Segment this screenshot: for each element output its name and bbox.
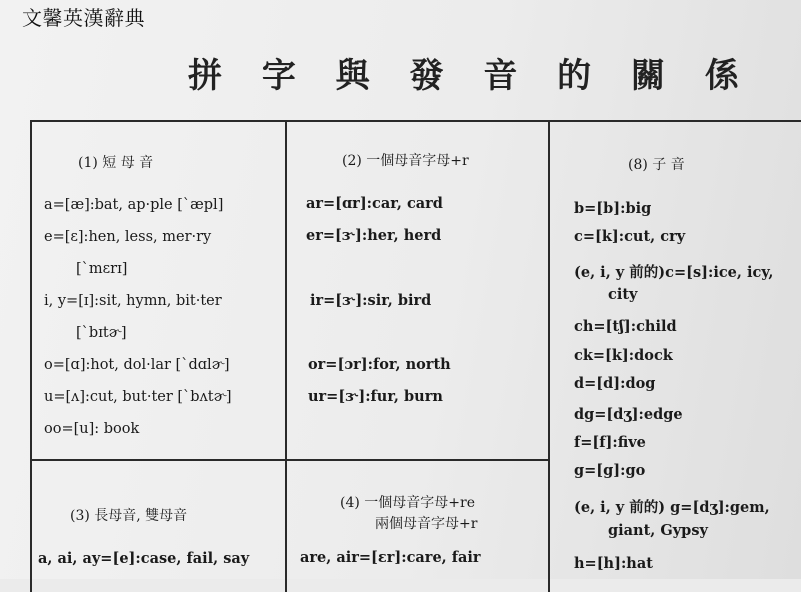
section-8-row: ch=[tʃ]:child — [574, 318, 677, 335]
dictionary-caption: 文馨英漢辭典 — [22, 6, 145, 30]
section-8-row: g=[g]:go — [574, 462, 646, 479]
section-3-title: (3) 長母音, 雙母音 — [70, 508, 188, 524]
section-8-row: city — [608, 286, 638, 303]
table-left-border — [30, 122, 32, 592]
section-1-row: a=[æ]:bat, ap·ple [ˋæpl] — [44, 197, 224, 213]
section-8-row: (e, i, y 前的)c=[s]:ice, icy, — [574, 264, 774, 281]
section-8-title: (8) 子 音 — [628, 157, 685, 173]
column-divider-2 — [548, 122, 550, 592]
section-8-row: b=[b]:big — [574, 200, 652, 217]
section-8-row: ck=[k]:dock — [574, 347, 673, 364]
section-2-row: ar=[ɑr]:car, card — [306, 195, 443, 212]
phonics-table — [30, 120, 801, 592]
page-heading: 拼 字 與 發 音 的 關 係 — [188, 56, 753, 96]
section-4-title-line2: 兩個母音字母+r — [375, 516, 478, 532]
section-8-row: c=[k]:cut, cry — [574, 228, 686, 245]
section-2-row: ur=[ɝ]:fur, burn — [308, 388, 443, 405]
section-2-row: er=[ɝ]:her, herd — [306, 227, 442, 244]
section-1-row: u=[ʌ]:cut, but·ter [ˋbʌtɚ] — [44, 389, 232, 405]
section-divider — [30, 459, 550, 461]
section-1-row: i, y=[ɪ]:sit, hymn, bit·ter — [44, 293, 222, 309]
section-1-row: o=[ɑ]:hot, dol·lar [ˋdɑlɚ] — [44, 357, 230, 373]
section-1-title: (1) 短 母 音 — [78, 155, 154, 171]
section-1-row: e=[ɛ]:hen, less, mer·ry — [44, 229, 212, 245]
section-4-row: are, air=[ɛr]:care, fair — [300, 549, 481, 566]
section-8-row: d=[d]:dog — [574, 375, 656, 392]
section-2-title: (2) 一個母音字母+r — [342, 153, 469, 169]
column-divider-1 — [285, 122, 287, 592]
section-8-row: giant, Gypsy — [608, 522, 708, 539]
section-2-row: ir=[ɝ]:sir, bird — [310, 292, 432, 309]
section-2-row: or=[ɔr]:for, north — [308, 356, 451, 373]
section-8-row: f=[f]:five — [574, 434, 646, 451]
section-3-row: a, ai, ay=[e]:case, fail, say — [38, 550, 250, 567]
section-1-row: [ˋbɪtɚ] — [76, 325, 127, 341]
section-8-row: h=[h]:hat — [574, 555, 653, 572]
section-1-row: oo=[u]: book — [44, 421, 140, 437]
section-8-row: (e, i, y 前的) g=[dʒ]:gem, — [574, 499, 770, 516]
section-1-row: [ˋmɛrɪ] — [76, 261, 128, 277]
section-8-row: dg=[dʒ]:edge — [574, 406, 683, 423]
section-4-title-line1: (4) 一個母音字母+re — [340, 495, 475, 511]
